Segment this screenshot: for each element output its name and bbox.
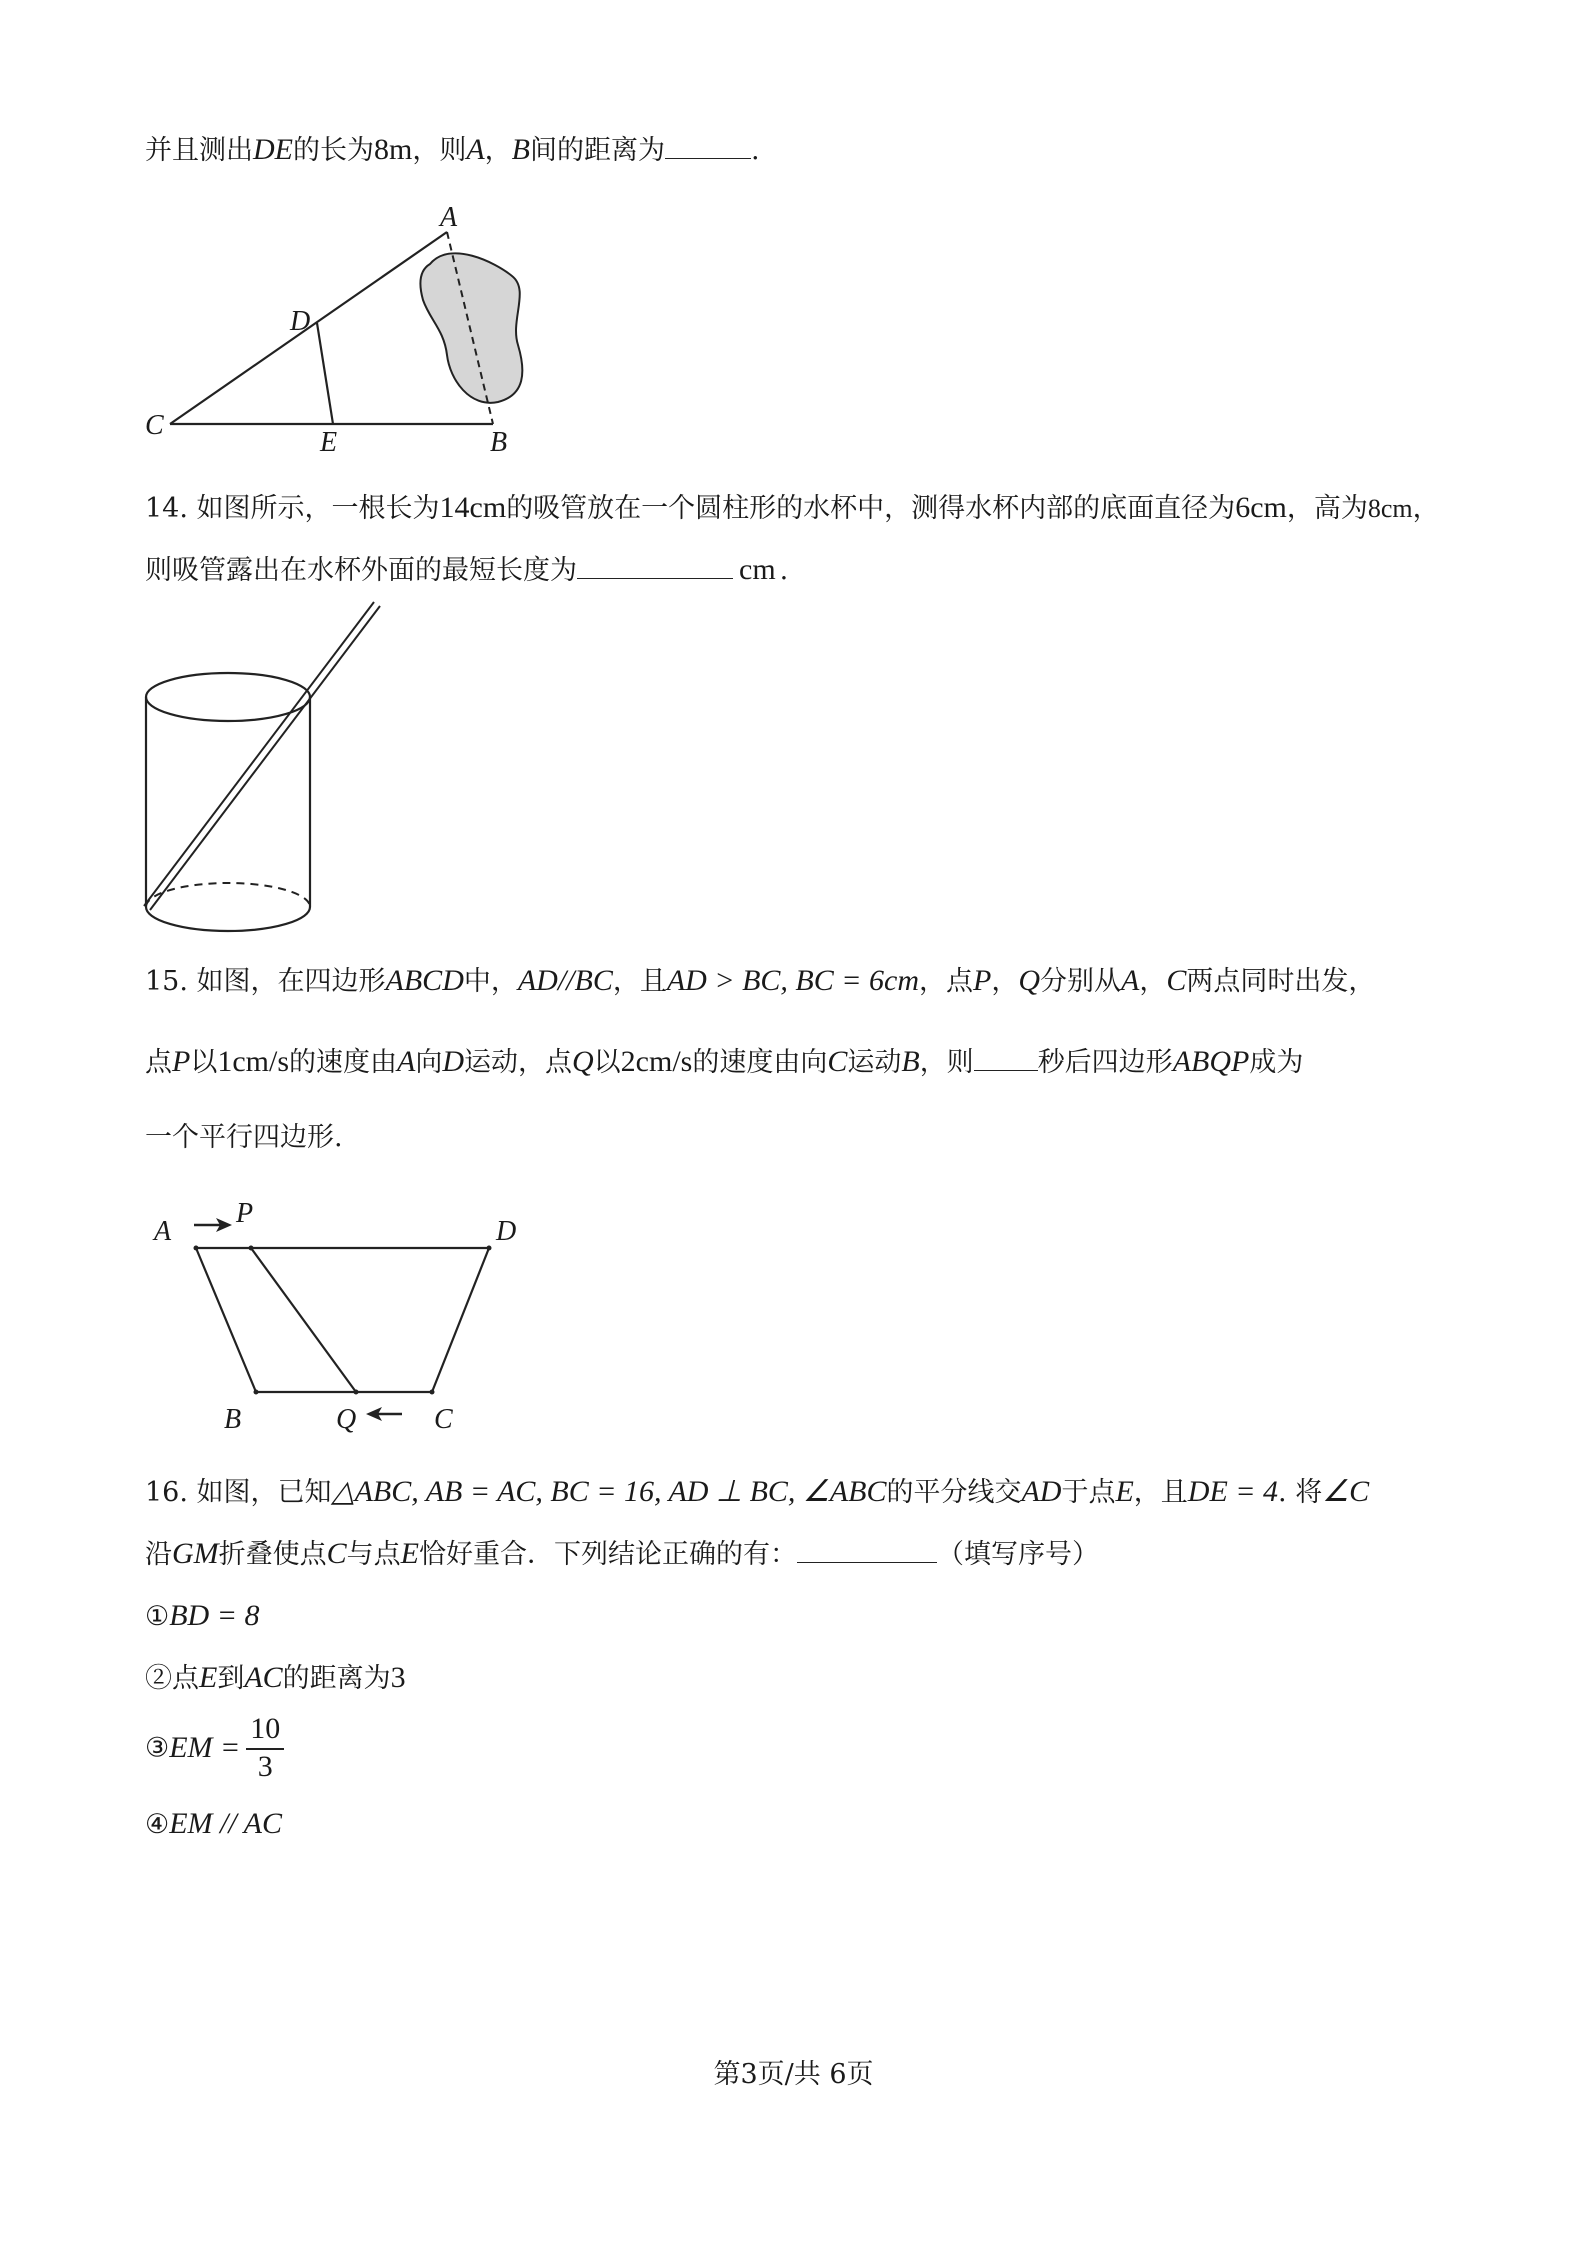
q16-line1: 16. 如图，已知△ABC, AB = AC, BC = 16, AD ⊥ BC, ∠ABC的平分线交AD于点E，且DE = 4. 将∠C: [145, 1475, 1370, 1508]
segment-ab: [196, 1248, 256, 1392]
q16-option-3: ③EM = $\frac{10}{3}$: [145, 1712, 284, 1784]
fraction-10-3: $\frac{10}{3}$: [246, 1712, 284, 1784]
label-a: A: [154, 1216, 172, 1247]
q16-option-2: ②点E到AC的距离为3: [145, 1661, 406, 1694]
q14-line2: 则吸管露出在水杯外面的最短长度为 cm .: [145, 553, 789, 586]
q16-answer-blank[interactable]: [797, 1561, 937, 1563]
label-d: D: [496, 1216, 517, 1247]
segment-pq: [251, 1248, 356, 1392]
page-footer: 第3页/共 6页: [713, 2059, 874, 2090]
label-e: E: [320, 427, 338, 458]
label-p: P: [236, 1198, 254, 1229]
label-b: B: [224, 1404, 242, 1435]
q13-line: 并且测出DE的长为8m，则A，B间的距离为 .: [145, 133, 760, 166]
label-c: C: [434, 1404, 453, 1435]
label-c: C: [145, 410, 164, 441]
label-b: B: [490, 427, 508, 458]
q14-line1: 14. 如图所示，一根长为14cm的吸管放在一个圆柱形的水杯中，测得水杯内部的底面直径为6cm，高为8cm，: [145, 491, 1440, 524]
q15-line1: 15. 如图，在四边形ABCD中，AD//BC，且AD > BC, BC = 6cm，点P，Q分别从A，C两点同时出发，: [145, 964, 1376, 997]
q16-line2: 沿GM折叠使点C与点E恰好重合．下列结论正确的有： （填写序号）: [145, 1537, 1099, 1570]
q16-option-4: ④EM // AC: [145, 1807, 282, 1840]
label-d: D: [290, 306, 311, 337]
label-a: A: [440, 202, 458, 233]
q15-line2: 点P以1cm/s的速度由A向D运动，点Q以2cm/s的速度由向C运动B，则 秒后四边形ABQP成为: [145, 1045, 1304, 1078]
q16-option-1: ①BD = 8: [145, 1599, 260, 1632]
q15-line3: 一个平行四边形.: [145, 1122, 343, 1153]
label-q: Q: [336, 1404, 357, 1435]
segment-dc: [432, 1248, 489, 1392]
